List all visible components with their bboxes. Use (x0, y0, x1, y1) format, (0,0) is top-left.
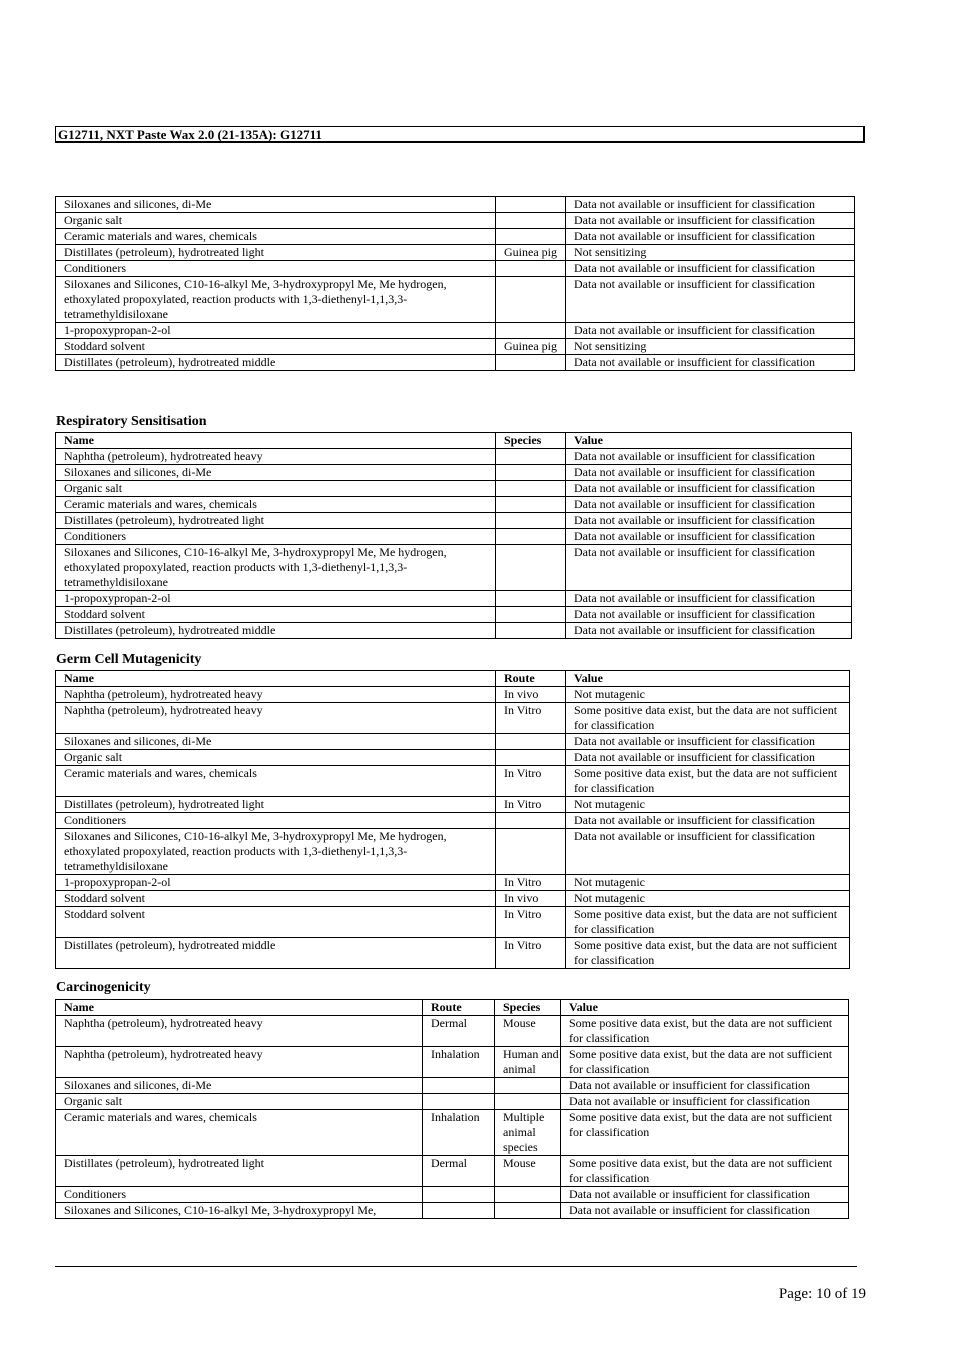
table-row (56, 687, 850, 703)
cell-value: Data not available or insufficient for classification (566, 229, 855, 245)
cell-value: Not mutagenic (566, 687, 850, 703)
germ-body (56, 687, 850, 969)
cell-name: 1-propoxypropan-2-ol (56, 875, 496, 891)
cell-route (496, 734, 566, 750)
cell-species (495, 1187, 561, 1203)
cell-name: Stoddard solvent (56, 607, 496, 623)
table-row (56, 907, 850, 938)
table-header-row (56, 671, 850, 687)
table-row (56, 766, 850, 797)
cell-species (496, 261, 566, 277)
table-row (56, 591, 852, 607)
cell-name: Conditioners (56, 529, 496, 545)
document-title: G12711, NXT Paste Wax 2.0 (21-135A): G12711 (58, 127, 322, 142)
cell-value: Data not available or insufficient for classification (566, 813, 850, 829)
skin-sensitisation-table (55, 196, 855, 371)
cell-name: Siloxanes and silicones, di-Me (56, 734, 496, 750)
cell-name: Ceramic materials and wares, chemicals (56, 766, 496, 797)
cell-value: Data not available or insufficient for classification (566, 449, 852, 465)
cell-name: Conditioners (56, 1187, 423, 1203)
skin-sensitisation-body (56, 197, 855, 371)
cell-value: Data not available or insufficient for classification (566, 261, 855, 277)
cell-name: Distillates (petroleum), hydrotreated light (56, 1156, 423, 1187)
table-row (56, 323, 855, 339)
cell-name: Siloxanes and silicones, di-Me (56, 197, 496, 213)
cell-species (496, 449, 566, 465)
cell-value: Not mutagenic (566, 797, 850, 813)
cell-name: Siloxanes and Silicones, C10-16-alkyl Me, 3-hydroxypropyl Me, Me hydrogen, ethoxylated propoxylated, reaction products with 1,3-diethenyl-1,1,3,3-tetramethyldisiloxane (56, 829, 496, 875)
col-species-header: Species (496, 433, 566, 449)
cell-species (495, 1078, 561, 1094)
cell-species (496, 229, 566, 245)
respiratory-title: Respiratory Sensitisation (56, 414, 207, 429)
cell-value: Some positive data exist, but the data are not sufficient for classification (561, 1156, 849, 1187)
cell-value: Data not available or insufficient for classification (566, 497, 852, 513)
cell-species: Human and animal (495, 1047, 561, 1078)
cell-value: Data not available or insufficient for classification (566, 829, 850, 875)
table-row (56, 1110, 849, 1156)
cell-name: Distillates (petroleum), hydrotreated middle (56, 355, 496, 371)
cell-species (496, 545, 566, 591)
cell-species (496, 197, 566, 213)
table-row (56, 197, 855, 213)
col-species-header: Species (495, 1000, 561, 1016)
cell-value: Data not available or insufficient for classification (561, 1203, 849, 1219)
carcinogenicity-title: Carcinogenicity (56, 980, 151, 995)
cell-value: Data not available or insufficient for classification (566, 734, 850, 750)
col-route-header: Route (423, 1000, 495, 1016)
table-row (56, 261, 855, 277)
cell-species (495, 1203, 561, 1219)
cell-name: Naphtha (petroleum), hydrotreated heavy (56, 1016, 423, 1047)
cell-route (496, 829, 566, 875)
cell-value: Some positive data exist, but the data are not sufficient for classification (561, 1047, 849, 1078)
cell-value: Some positive data exist, but the data are not sufficient for classification (566, 766, 850, 797)
cell-name: Organic salt (56, 481, 496, 497)
cell-name: Naphtha (petroleum), hydrotreated heavy (56, 687, 496, 703)
table-row (56, 1094, 849, 1110)
table-row (56, 481, 852, 497)
cell-value: Not mutagenic (566, 875, 850, 891)
cell-value: Not sensitizing (566, 245, 855, 261)
cell-value: Data not available or insufficient for classification (566, 481, 852, 497)
document-header (55, 126, 865, 143)
cell-route: In Vitro (496, 938, 566, 969)
cell-name: Distillates (petroleum), hydrotreated light (56, 797, 496, 813)
col-value-header: Value (566, 671, 850, 687)
col-name-header: Name (56, 671, 496, 687)
table-row (56, 213, 855, 229)
cell-species (496, 355, 566, 371)
table-row (56, 1156, 849, 1187)
table-row (56, 1203, 849, 1219)
cell-name: Stoddard solvent (56, 907, 496, 938)
cell-species (496, 213, 566, 229)
cell-species: Guinea pig (496, 245, 566, 261)
cell-route: In Vitro (496, 907, 566, 938)
table-row (56, 1078, 849, 1094)
germ-title: Germ Cell Mutagenicity (56, 652, 202, 667)
cell-route (423, 1187, 495, 1203)
cell-species: Mouse (495, 1156, 561, 1187)
cell-species (496, 529, 566, 545)
cell-species (496, 607, 566, 623)
table-row (56, 607, 852, 623)
cell-value: Some positive data exist, but the data are not sufficient for classification (566, 938, 850, 969)
cell-species: Multiple animal species (495, 1110, 561, 1156)
cell-species (496, 513, 566, 529)
cell-name: Stoddard solvent (56, 339, 496, 355)
table-row (56, 1187, 849, 1203)
cell-route: Dermal (423, 1016, 495, 1047)
cell-name: Naphtha (petroleum), hydrotreated heavy (56, 449, 496, 465)
cell-route (496, 750, 566, 766)
cell-name: Organic salt (56, 1094, 423, 1110)
cell-name: Distillates (petroleum), hydrotreated middle (56, 938, 496, 969)
cell-name: Distillates (petroleum), hydrotreated middle (56, 623, 496, 639)
cell-name: Distillates (petroleum), hydrotreated light (56, 245, 496, 261)
footer-divider (55, 1266, 857, 1267)
table-row (56, 797, 850, 813)
cell-route: In vivo (496, 687, 566, 703)
table-row (56, 245, 855, 261)
table-row (56, 734, 850, 750)
cell-name: 1-propoxypropan-2-ol (56, 323, 496, 339)
table-row (56, 339, 855, 355)
cell-name: Stoddard solvent (56, 891, 496, 907)
cell-species (496, 323, 566, 339)
col-name-header: Name (56, 433, 496, 449)
cell-species (495, 1094, 561, 1110)
col-route-header: Route (496, 671, 566, 687)
cell-name: Siloxanes and Silicones, C10-16-alkyl Me, 3-hydroxypropyl Me, Me hydrogen, ethoxylated propoxylated, reaction products with 1,3-diethenyl-1,1,3,3-tetramethyldisiloxane (56, 277, 496, 323)
cell-route: In Vitro (496, 703, 566, 734)
cell-value: Data not available or insufficient for classification (566, 607, 852, 623)
cell-value: Not mutagenic (566, 891, 850, 907)
cell-value: Data not available or insufficient for classification (566, 465, 852, 481)
cell-route: Dermal (423, 1156, 495, 1187)
cell-name: Siloxanes and Silicones, C10-16-alkyl Me, 3-hydroxypropyl Me, Me hydrogen, ethoxylated propoxylated, reaction products with 1,3-diethenyl-1,1,3,3-tetramethyldisiloxane (56, 545, 496, 591)
cell-species (496, 623, 566, 639)
cell-name: Naphtha (petroleum), hydrotreated heavy (56, 1047, 423, 1078)
cell-species (496, 465, 566, 481)
table-row (56, 229, 855, 245)
cell-name: Organic salt (56, 213, 496, 229)
table-row (56, 497, 852, 513)
germ-table (55, 670, 850, 969)
cell-name: Organic salt (56, 750, 496, 766)
cell-value: Some positive data exist, but the data are not sufficient for classification (566, 907, 850, 938)
cell-name: Siloxanes and silicones, di-Me (56, 465, 496, 481)
table-row (56, 875, 850, 891)
page-number: Page: 10 of 19 (778, 1286, 866, 1302)
cell-value: Some positive data exist, but the data are not sufficient for classification (561, 1110, 849, 1156)
cell-route (423, 1203, 495, 1219)
cell-route: Inhalation (423, 1110, 495, 1156)
table-row (56, 1016, 849, 1047)
cell-name: Conditioners (56, 261, 496, 277)
table-row (56, 813, 850, 829)
cell-species: Guinea pig (496, 339, 566, 355)
table-row (56, 829, 850, 875)
cell-species (496, 591, 566, 607)
cell-route (423, 1094, 495, 1110)
table-row (56, 891, 850, 907)
cell-value: Data not available or insufficient for classification (566, 529, 852, 545)
col-value-header: Value (566, 433, 852, 449)
table-row (56, 529, 852, 545)
cell-name: Naphtha (petroleum), hydrotreated heavy (56, 703, 496, 734)
carcinogenicity-body (56, 1016, 849, 1219)
cell-name: Conditioners (56, 813, 496, 829)
cell-value: Data not available or insufficient for classification (566, 623, 852, 639)
cell-value: Data not available or insufficient for classification (566, 355, 855, 371)
cell-route: In Vitro (496, 766, 566, 797)
cell-value: Data not available or insufficient for classification (566, 323, 855, 339)
cell-route: In Vitro (496, 875, 566, 891)
cell-species: Mouse (495, 1016, 561, 1047)
cell-value: Data not available or insufficient for classification (566, 750, 850, 766)
cell-name: Ceramic materials and wares, chemicals (56, 229, 496, 245)
cell-name: 1-propoxypropan-2-ol (56, 591, 496, 607)
respiratory-body (56, 449, 852, 639)
carcinogenicity-table (55, 999, 849, 1219)
cell-value: Not sensitizing (566, 339, 855, 355)
col-name-header: Name (56, 1000, 423, 1016)
table-row (56, 277, 855, 323)
cell-route: In vivo (496, 891, 566, 907)
cell-value: Data not available or insufficient for classification (566, 545, 852, 591)
table-row (56, 449, 852, 465)
cell-value: Data not available or insufficient for classification (566, 513, 852, 529)
table-row (56, 465, 852, 481)
table-row (56, 513, 852, 529)
cell-species (496, 481, 566, 497)
cell-name: Siloxanes and Silicones, C10-16-alkyl Me, 3-hydroxypropyl Me, (56, 1203, 423, 1219)
cell-value: Data not available or insufficient for classification (566, 197, 855, 213)
cell-value: Data not available or insufficient for classification (561, 1187, 849, 1203)
cell-value: Data not available or insufficient for classification (561, 1078, 849, 1094)
col-value-header: Value (561, 1000, 849, 1016)
cell-species (496, 497, 566, 513)
cell-name: Siloxanes and silicones, di-Me (56, 1078, 423, 1094)
cell-value: Some positive data exist, but the data are not sufficient for classification (561, 1016, 849, 1047)
cell-value: Data not available or insufficient for classification (566, 591, 852, 607)
table-row (56, 545, 852, 591)
table-header-row (56, 433, 852, 449)
cell-route: In Vitro (496, 797, 566, 813)
cell-route (423, 1078, 495, 1094)
table-row (56, 750, 850, 766)
table-header-row (56, 1000, 849, 1016)
cell-species (496, 277, 566, 323)
cell-name: Ceramic materials and wares, chemicals (56, 497, 496, 513)
table-row (56, 1047, 849, 1078)
cell-route: Inhalation (423, 1047, 495, 1078)
table-row (56, 703, 850, 734)
cell-name: Ceramic materials and wares, chemicals (56, 1110, 423, 1156)
cell-value: Data not available or insufficient for classification (561, 1094, 849, 1110)
cell-name: Distillates (petroleum), hydrotreated light (56, 513, 496, 529)
respiratory-table (55, 432, 852, 639)
table-row (56, 938, 850, 969)
cell-value: Some positive data exist, but the data are not sufficient for classification (566, 703, 850, 734)
cell-route (496, 813, 566, 829)
table-row (56, 623, 852, 639)
table-row (56, 355, 855, 371)
cell-value: Data not available or insufficient for classification (566, 213, 855, 229)
cell-value: Data not available or insufficient for classification (566, 277, 855, 323)
